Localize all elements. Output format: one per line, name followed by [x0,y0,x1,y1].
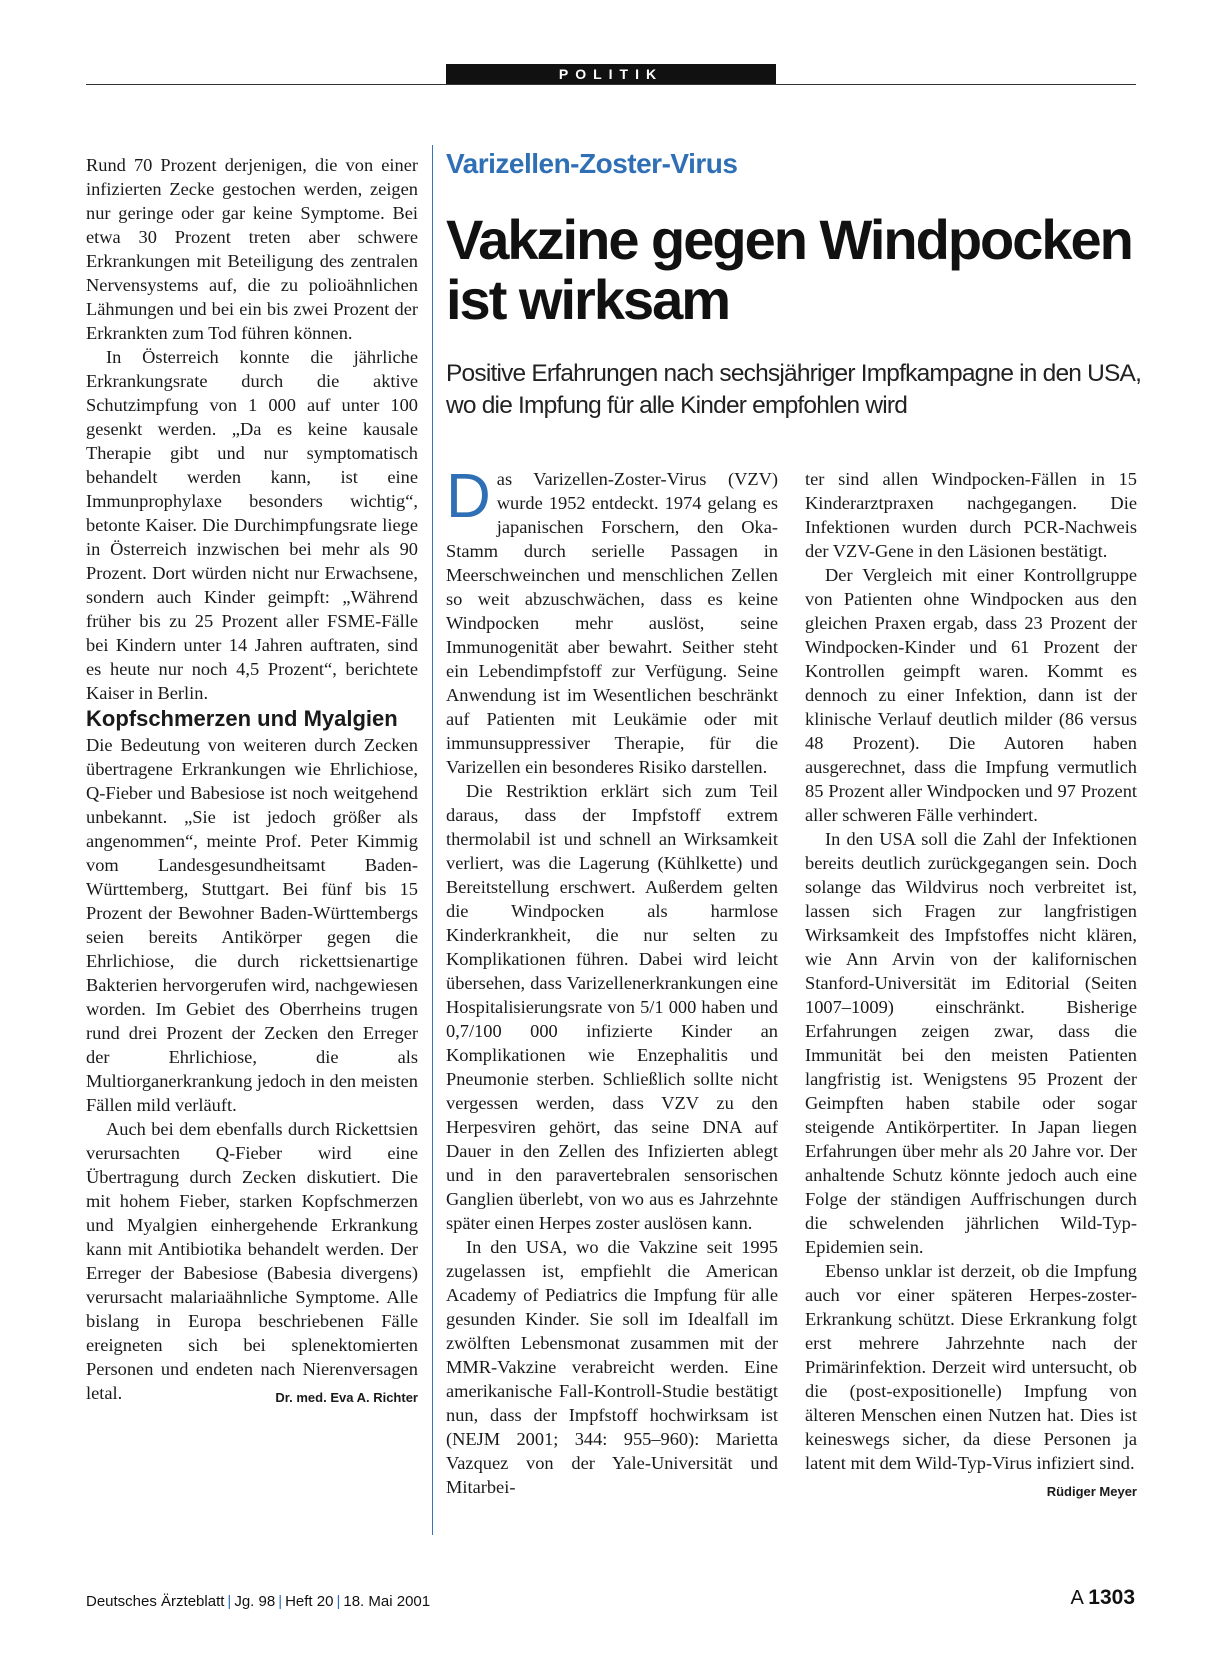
header-rule [86,84,1136,85]
section-label: POLITIK [446,64,776,84]
footer-citation: Deutsches Ärzteblatt | Jg. 98 | Heft 20 | 18. Mai 2001 [86,1593,431,1610]
footer-date: 18. Mai 2001 [343,1593,431,1610]
article-author: Rüdiger Meyer [1046,1484,1137,1499]
article-paragraph-7: Ebenso unklar ist derzeit, ob die Impfung auch vor einer späteren Herpes-zoster-Erkrankung schützt. Diese Erkrankung folgt erst mehrere Jahrzehnte nach der Primärinfektion. Derzeit wird untersucht, ob die (post-expositionelle) Impfung von älteren Menschen einen Nutzen hat. Dies ist keineswegs sicher, da diese Personen ja latent mit dem Wild-Typ-Virus infiziert sind. Rüdiger Meyer [805,1259,1137,1475]
footer-volume: Jg. 98 [234,1593,276,1610]
article-paragraph-1: Das Varizellen-Zoster-Virus (VZV) wurde 1952 entdeckt. 1974 gelang es japanischen Forschern, den Oka-Stamm durch serielle Passagen in Meerschweinchen und menschlichen Zellen so weit abzuschwächen, dass es keine Windpocken mehr auslöst, seine Immunogenität aber bewahrt. Seither steht ein Lebendimpfstoff zur Verfügung. Seine Anwendung ist im Wesentlichen beschränkt auf Patienten mit Leukämie oder mit immunsuppressiver Therapie, für die Varizellen ein besonderes Risiko darstellen. [446,462,778,777]
article-paragraph-5: Der Vergleich mit einer Kontrollgruppe von Patienten ohne Windpocken aus den gleichen Praxen ergab, dass 23 Prozent der Windpocken-Kinder und 61 Prozent der Kontrollen geimpft waren. Kommt es dennoch zu einer Infektion, dann ist der klinische Verlauf deutlich milder (86 versus 48 Prozent). Die Autoren haben ausgerechnet, dass die Impfung vermutlich 85 Prozent aller Windpocken und 97 Prozent aller schweren Fälle verhindert. [805,565,1137,825]
article-paragraph-4: ter sind allen Windpocken-Fällen in 15 Kinderarztpraxen nachgegangen. Die Infektionen wurden durch PCR-Nachweis der VZV-Gene in den Läsionen bestätigt. [805,469,1137,561]
article-paragraph-6: In den USA soll die Zahl der Infektionen bereits deutlich zurückgegangen sein. Doch solange das Wildvirus noch verbreitet ist, lassen sich Fragen zur langfristigen Wirksamkeit des Impfstoffes nicht klären, wie Ann Arvin von der kalifornischen Stanford-Universität im Editorial (Seiten 1007–1009) einschränkt. Bisherige Erfahrungen zeigen zwar, dass die Immunität bei den meisten Patienten langfristig ist. Wenigstens 95 Prozent der Geimpften haben stabile oder sogar steigende Antikörpertiter. In Japan liegen Erfahrungen über mehr als 20 Jahre vor. Der anhaltende Schutz könnte jedoch auch eine Folge der ständigen Auffrischungen durch die schwelenden jährlichen Wild-Typ-Epidemien sein. [805,829,1137,1257]
footer-issue: Heft 20 [285,1593,334,1610]
footer-journal: Deutsches Ärzteblatt [86,1593,225,1610]
column-divider [432,145,433,1535]
article-paragraph-3: In den USA, wo die Vakzine seit 1995 zugelassen ist, empfiehlt die American Academy of Pediatrics die Impfung für alle gesunden Kinder. Sie soll im Idealfall im zwölften Lebensmonat zusammen mit der MMR-Vakzine verabreicht werden. Eine amerikanische Fall-Kontroll-Studie bestätigt nun, dass der Impfstoff hochwirksam ist (NEJM 2001; 344: 955–960): Marietta Vazquez von der Yale-Universität und Mitarbei- [446,1237,778,1497]
left-paragraph-4: Auch bei dem ebenfalls durch Rickettsien verursachten Q-Fieber wird eine Übertragung durch Zecken diskutiert. Die mit hohem Fieber, starken Kopfschmerzen und Myalgien einhergehende Erkrankung kann mit Antibiotika behandelt werden. Der Erreger der Babesiose (Babesia divergens) verursacht malariaähnliche Symptome. Alle bislang in Europa beschriebenen Fälle ereigneten sich bei splenektomierten Personen und endeten nach Nierenversagen letal. Dr. med. Eva A. Richter [86,1117,418,1405]
left-article-column [86,153,418,1410]
left-paragraph-2: In Österreich konnte die jährliche Erkrankungsrate durch die aktive Schutzimpfung von 1 000 auf unter 100 gesenkt werden. „Da es keine kausale Therapie gibt und nur symptomatisch behandelt werden kann, ist eine Immunprophylaxe besonders wichtig“, betonte Kaiser. Die Durchimpfungsrate liege in Österreich inzwischen bei mehr als 90 Prozent. Dort würden nicht nur Erwachsene, sondern auch Kinder geimpft: „Während früher bis zu 25 Prozent aller FSME-Fälle bei Kindern unter 14 Jahren auftraten, sind es heute nur noch 4,5 Prozent“, berichtete Kaiser in Berlin. [86,347,418,703]
article-lead: Positive Erfahrungen nach sechsjähriger Impfkampagne in den USA, wo die Impfung für alle Kinder empfohlen wird [446,360,1142,419]
article-kicker: Varizellen-Zoster-Virus [446,148,738,179]
left-subheading: Kopfschmerzen und Myalgien [86,706,398,731]
left-paragraph-1: Rund 70 Prozent derjenigen, die von einer infizierten Zecke gestochen werden, zeigen nur geringe oder gar keine Symptome. Bei etwa 30 Prozent treten aber schwere Erkrankungen mit Beteiligung des zentralen Nervensystems auf, die zu polioähnlichen Lähmungen und bei ein bis zwei Prozent der Erkrankten zum Tod führen können. [86,155,418,343]
article-column-2 [805,467,1137,1504]
drop-cap: D [446,462,491,531]
left-author: Dr. med. Eva A. Richter [275,1390,418,1405]
article-paragraph-2: Die Restriktion erklärt sich zum Teil daraus, dass der Impfstoff extrem thermolabil ist und schnell an Wirksamkeit verliert, was die Lagerung (Kühlkette) und Bereitstellung erschwert. Außerdem gelten die Windpocken als harmlose Kinderkrankheit, die nur selten zu Komplikationen führen. Dabei wird leicht übersehen, dass Varizellenerkrankungen eine Hospitalisierungsrate von 5/1 000 haben und 0,7/100 000 infizierte Kinder an Komplikationen wie Enzephalitis und Pneumonie sterben. Schließlich sollte nicht vergessen werden, dass VZV zu den Herpesviren gehört, das seine DNA auf Dauer in den Zellen des Infizierten ablegt und in den paravertebralen sensorischen Ganglien überlebt, von wo aus es Jahrzehnte später einen Herpes zoster auslösen kann. [446,781,778,1233]
article-column-1 [446,462,778,1499]
left-paragraph-3: Die Bedeutung von weiteren durch Zecken übertragene Erkrankungen wie Ehrlichiose, Q-Fieber und Babesiose ist noch weitgehend unbekannt. „Sie ist jedoch größer als angenommen“, meinte Prof. Peter Kimmig vom Landesgesundheitsamt Baden-Württemberg, Stuttgart. Bei fünf bis 15 Prozent der Bewohner Baden-Württembergs seien bereits Antikörper gegen die Ehrlichiose, die durch rickettsienartige Bakterien hervorgerufen wird, nachgewiesen worden. Im Gebiet des Oberrheins trugen rund drei Prozent der Zecken den Erreger der Ehrlichiose, die als Multiorganerkrankung jedoch in den meisten Fällen mild verläuft. [86,735,418,1115]
page-number: A 1303 [1070,1586,1135,1609]
article-headline: Vakzine gegen Windpocken ist wirksam [446,208,1132,331]
